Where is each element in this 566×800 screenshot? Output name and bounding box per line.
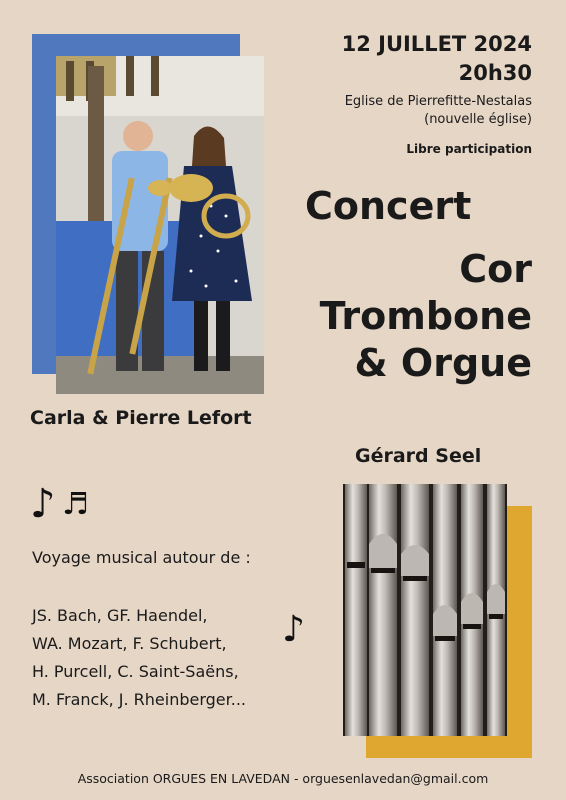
composer-line: JS. Bach, GF. Haendel, bbox=[32, 606, 208, 625]
event-entry: Libre participation bbox=[406, 142, 532, 156]
headline-concert: Concert bbox=[305, 184, 472, 228]
composer-line: WA. Mozart, F. Schubert, bbox=[32, 634, 227, 653]
event-date: 12 JUILLET 2024 bbox=[341, 32, 532, 56]
event-venue-note: (nouvelle église) bbox=[424, 112, 532, 127]
musical-note-icon: ♪ bbox=[30, 481, 56, 527]
composer-line: H. Purcell, C. Saint-Saëns, bbox=[32, 662, 239, 681]
program-intro: Voyage musical autour de : bbox=[32, 548, 251, 567]
headline-orgue: & Orgue bbox=[354, 341, 532, 385]
event-time: 20h30 bbox=[458, 61, 532, 85]
musical-notes-icon: ♬ bbox=[62, 487, 89, 522]
performers-duo: Carla & Pierre Lefort bbox=[30, 407, 252, 429]
composer-list bbox=[32, 602, 246, 714]
headline-trombone: Trombone bbox=[319, 294, 532, 338]
event-venue: Eglise de Pierrefitte-Nestalas bbox=[344, 94, 532, 109]
musical-note-icon: ♪ bbox=[282, 609, 305, 650]
composer-line: M. Franck, J. Rheinberger... bbox=[32, 690, 247, 709]
organ-pipes-photo bbox=[343, 484, 507, 736]
headline-cor: Cor bbox=[459, 247, 532, 291]
footer-contact: Association ORGUES EN LAVEDAN - orguesenlavedan@gmail.com bbox=[77, 771, 489, 786]
performer-organist: Gérard Seel bbox=[355, 445, 482, 467]
duo-photo bbox=[56, 56, 264, 394]
